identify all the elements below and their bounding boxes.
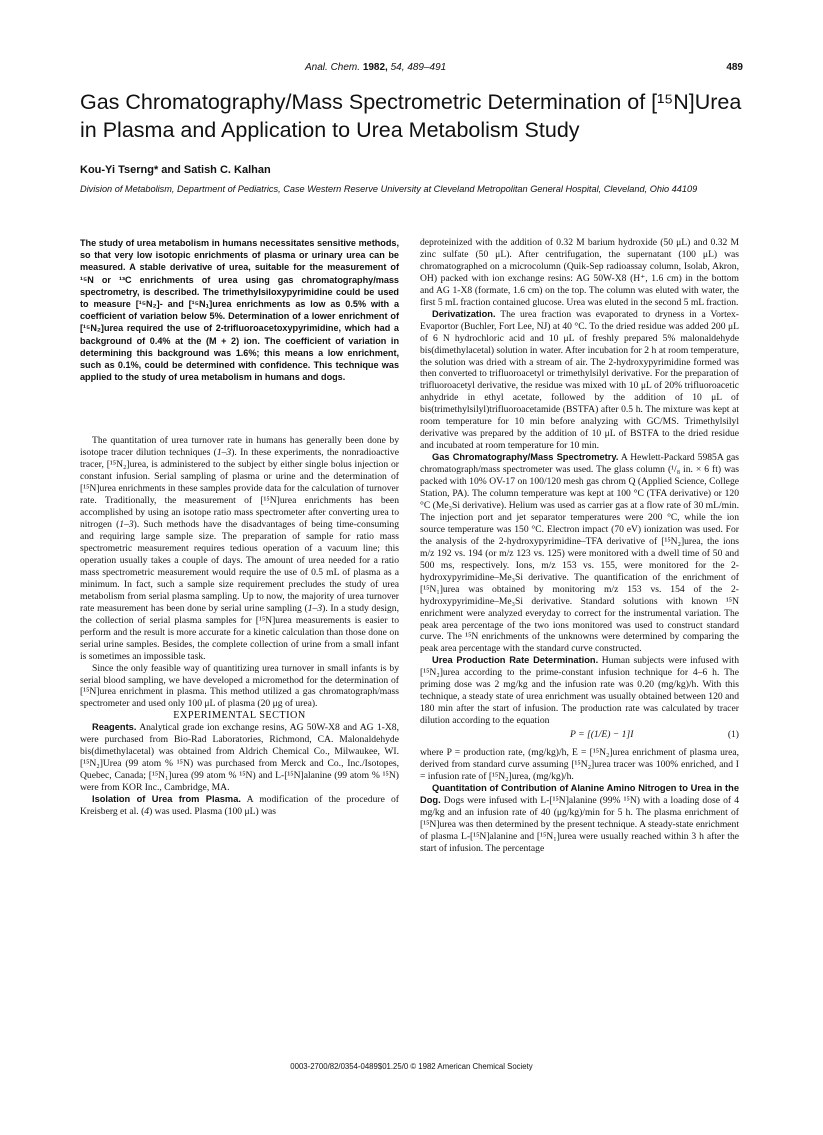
where-paragraph: where P = production rate, (mg/kg)/h, E = [¹⁵N₂]urea enrichment of plasma urea, derived from standard curve assuming [¹⁵N₂]urea tracer was 100% enriched, and I = infusion rate of [¹⁵N₂]urea, (mg/kg)/h.: [420, 747, 739, 782]
equation-1: [420, 729, 739, 744]
intro-paragraph-2: Since the only feasible way of quantitizing urea turnover in small infants is by serial blood sampling, we have developed a micromethod for the determination of [¹⁵N]urea enrichment in plasma. This method utilized a gas chromatograph/mass spectrometer and used only 100 μL of plasma (20 μg of urea).: [80, 662, 399, 710]
derivatization-paragraph: Derivatization. The urea fraction was evaporated to dryness in a Vortex-Evaportor (Buchler, Fort Lee, NJ) at 40 °C. To the dried residue was added 200 μL of 6 N hydrochloric acid and 10 μL of freshly prepared 5% malonaldehyde bis(dimethylacetal) solution in water. After incubation for 2 h at room temperature, the solution was dried with a stream of air. The 2-hydroxypyrimidine formed was then converted to trifluoroacetyl or trimethylsilyl derivative. For the preparation of trifluoroacetyl derivative, the residue was mixed with 10 μL of 20% trifluoroacetic anhydride in ethyl acetate, followed by the addition of 10 μL of bis(trimethylsilyl)trifluoroacetamide (BSTFA) after 0.5 h. The mixture was kept at room temperature for 10 min before analyzing with GC/MS. Trimethylsilyl derivative was prepared by the addition of 10 μL of BSTFA to the dried residue and incubated at room temperature for 10 min.: [420, 308, 739, 452]
urea-production-paragraph: Urea Production Rate Determination. Human subjects were infused with [¹⁵N₂]urea according to the prime-constant infusion technique for 4–6 h. The priming dose was 2 mg/kg and the infusion rate was 0.20 (mg/kg)/h. With this technique, a steady state of urea enrichment was usually obtained between 120 and 180 min after the start of infusion. The production rate was calculated by tracer dilution according to the equation: [420, 655, 739, 727]
authors: Kou-Yi Tserng* and Satish C. Kalhan: [80, 164, 271, 176]
page-number: 489: [726, 62, 743, 73]
equation-text: P = [(1/E) − 1]I: [570, 729, 634, 741]
isolation-heading: Isolation of Urea from Plasma.: [92, 794, 241, 805]
derivatization-heading: Derivatization.: [432, 308, 496, 319]
alanine-heading: Quantitation of Contribution of Alanine Amino Nitrogen to Urea in the Dog.: [420, 782, 739, 805]
alanine-paragraph: Quantitation of Contribution of Alanine Amino Nitrogen to Urea in the Dog. Dogs were infused with L-[¹⁵N]alanine (99% ¹⁵N) with a loading dose of 4 mg/kg and an infusion rate of 40 (μg/kg)/min for 5 h. The plasma enrichment of [¹⁵N]urea was then determined by the present technique. A steady-state enrichment of plasma L-[¹⁵N]alanine and [¹⁵N₁]urea were usually reached within 3 h after the start of infusion. The percentage: [420, 782, 739, 854]
left-column: [80, 237, 399, 818]
gcms-heading: Gas Chromatography/Mass Spectrometry.: [432, 452, 619, 463]
reagents-heading: Reagents.: [92, 722, 137, 733]
gcms-paragraph: Gas Chromatography/Mass Spectrometry. A Hewlett-Packard 5985A gas chromatograph/mass spectrometer was used. The glass column (¹/₈ in. × 6 ft) was packed with 10% OV-17 on 100/120 mesh gas chrom Q (Applied Science, College Station, PA). The column temperature was kept at 100 °C (TFA derivative) or 120 °C (Me₃Si derivative). Helium was used as carrier gas at a flow rate of 30 mL/min. The injection port and jet separator temperatures were 200 °C, while the ion source temperature was 150 °C. Electron impact (70 eV) ionization was used. For the analysis of the 2-hydroxypyrimidine–TFA derivative of [¹⁵N₂]urea, the ions m/z 192 vs. 194 (or m/z 123 vs. 125) were monitored with a dwell time of 50 and 500 ms, respectively. Ions, m/z 153 vs. 155, were monitored for the 2-hydroxypyrimidine–Me₃Si derivative. The quantification of the enrichment of [¹⁵N₁]urea was obtained by monitoring m/z 153 vs. 154 of the 2-hydroxypyrimidine–Me₃Si derivative. Standard solutions with known ¹⁵N enrichment were analyzed everyday to correct for the instrumental variation. The peak area percentage of the two ions monitored was used to construct standard curve. The ¹⁵N enrichments of the unknowns were determined by comparing the peak area percentage with the standard curve constructed.: [420, 452, 739, 655]
equation-number: (1): [727, 729, 739, 741]
abstract: The study of urea metabolism in humans necessitates sensitive methods, so that very low isotopic enrichments of plasma or urinary urea can be measured. A stable derivative of urea, suitable for the measurement of ¹⁵N or ¹³C enrichments of urea using gas chromatography/mass spectrometry, is described. The trimethylsiloxypyrimidine could be used to measure [¹⁵N₂]- and [¹⁵N₁]urea enrichments as low as 0.5% with a coefficient of variation below 5%. Determination of a lower enrichment of [¹⁵N₂]urea required the use of 2-trifluoroacetoxypyrimidine, which had a background of 0.4% at the (M + 2) ion. The coefficient of variation in determining this background was 1.6%; this means a low enrichment, such as 0.1%, could be determined with confidence. This technique was applied to the study of urea metabolism in humans and dogs.: [80, 238, 399, 383]
right-column: [420, 237, 739, 855]
isolation-paragraph: Isolation of Urea from Plasma. A modification of the procedure of Kreisberg et al. (4) was used. Plasma (100 μL) was: [80, 794, 399, 817]
copyright-footer: 0003-2700/82/0354-0489$01.25/0 © 1982 American Chemical Society: [290, 1062, 533, 1071]
urea-production-heading: Urea Production Rate Determination.: [432, 655, 599, 666]
reagents-paragraph: Reagents. Analytical grade ion exchange resins, AG 50W-X8 and AG 1-X8, were purchased from Bio-Rad Laboratories, Richmond, CA. Malonaldehyde bis(dimethylacetal) was obtained from Aldrich Chemical Co., Milwaukee, WI. [¹⁵N₂]Urea (99 atom % ¹⁵N) was purchased from Merck and Co., Inc./Isotopes, Quebec, Canada; [¹⁵N₁]urea (99 atom % ¹⁵N) and L-[¹⁵N]alanine (99 atom % ¹⁵N) were from KOR Inc., Cambridge, MA.: [80, 722, 399, 794]
running-head: [0, 62, 823, 78]
article-title: Gas Chromatography/Mass Spectrometric Determination of [¹⁵N]Urea in Plasma and Application to Urea Metabolism Study: [80, 90, 742, 142]
intro-paragraph-1: The quantitation of urea turnover rate in humans has generally been done by isotope tracer dilution techniques (1–3). In these experiments, the nonradioactive tracer, [¹⁵N₂]urea, is administered to the subject by either single bolus injection or constant infusion. Serial sampling of plasma or urine and the determination of [¹⁵N]urea enrichments in these samples provide data for the calculation of turnover rate. Traditionally, the measurement of [¹⁵N]urea enrichments has been accomplished by using an isotope ratio mass spectrometer after converting urea to nitrogen (1–3). Such methods have the disadvantages of being time-consuming and requiring large sample size. The preparation of sample for ratio mass spectrometric measurement requires tedious operation of a vacuum line; this operation usually takes a couple of days. The amount of urea needed for a ratio mass spectrometric measurement would require the use of 0.5 mL of plasma as a minimum. In fact, such a sample size requirement precludes the study of urea metabolism from serial plasma sampling. Up to now, the majority of urea turnover rate measurement has been done by serial urine sampling (1–3). In a study design, the collection of serial plasma samples for [¹⁵N]urea measurements is easier to perform and the result is more accurate for a kinetic calculation than those done on serial urine samples. Besides, the complete collection of urine from a small infant is sometimes an impossible task.: [80, 435, 399, 662]
section-heading-experimental: EXPERIMENTAL SECTION: [173, 710, 306, 722]
affiliation: Division of Metabolism, Department of Pediatrics, Case Western Reserve University at Cleveland Metropolitan General Hospital, Cleveland, Ohio 44109: [80, 184, 698, 194]
isolation-continued: deproteinized with the addition of 0.32 M barium hydroxide (50 μL) and 0.32 M zinc sulfate (50 μL). After centrifugation, the supernatant (100 μL) was chromatographed on a microcolumn (Quik-Sep radioassay column, Isolab, Akron, OH) packed with ion exchange resins: AG 50W-X8 (H⁺, 1.6 cm) in the bottom and AG 1-X8 (formate, 1.6 cm) on the top. The column was eluted with water, the first 5 mL fraction contained glucose. Urea was eluted in the second 5 mL fraction.: [420, 237, 739, 308]
journal-citation: Anal. Chem. 1982, 54, 489–491: [305, 62, 447, 73]
